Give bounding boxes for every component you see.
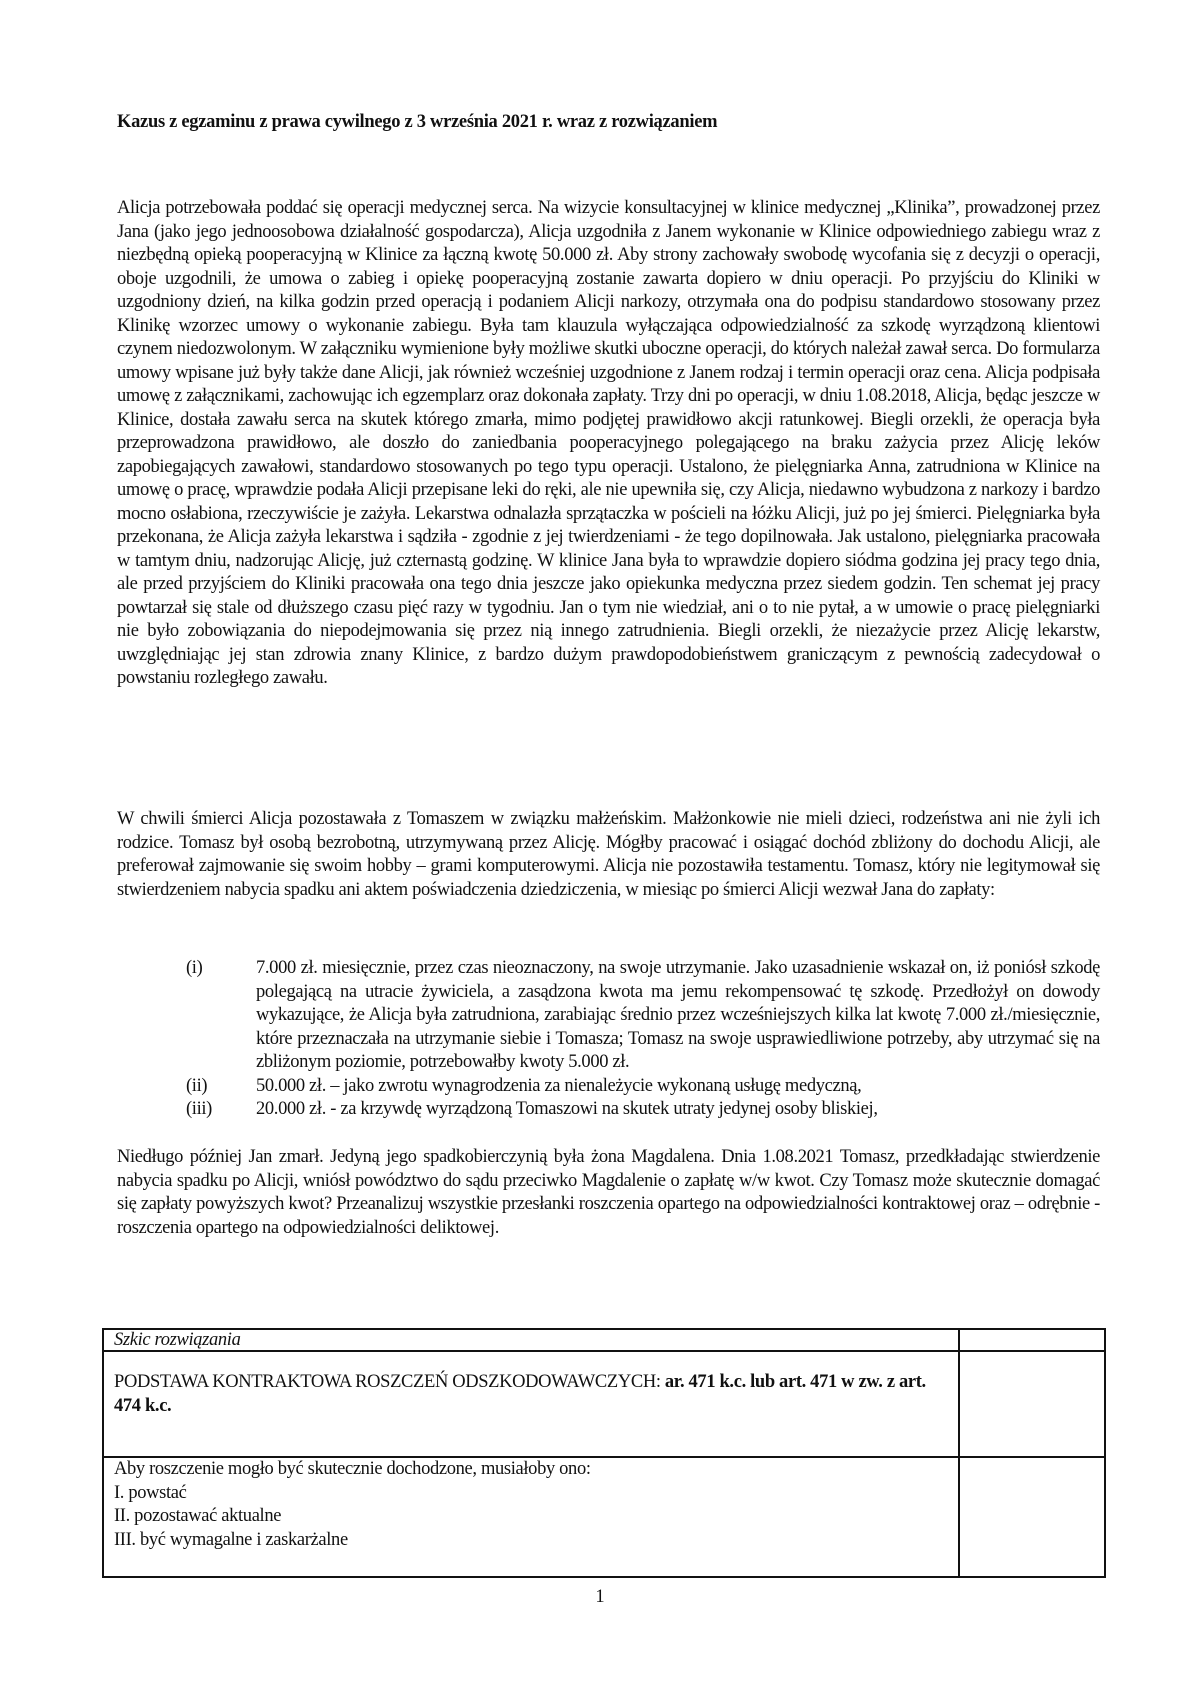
contract-basis-cell xyxy=(103,1351,959,1457)
condition-item: II. pozostawać aktualne xyxy=(114,1506,282,1526)
basis-label: PODSTAWA KONTRAKTOWA ROSZCZEŃ ODSZKODOWAWCZYCH: xyxy=(114,1372,665,1392)
claim-text: 50.000 zł. – jako zwrotu wynagrodzenia za nienależycie wykonaną usługę medyczną, xyxy=(256,1075,862,1096)
condition-item: I. powstać xyxy=(114,1482,187,1503)
table-empty-cell xyxy=(959,1457,1105,1577)
page-title: Kazus z egzaminu z prawa cywilnego z 3 września 2021 r. wraz z rozwiązaniem xyxy=(117,112,718,132)
claim-number: (iii) xyxy=(186,1099,212,1119)
claim-number: (ii) xyxy=(186,1075,208,1096)
case-paragraph-question: Niedługo później Jan zmarł. Jedyną jego spadkobierczynią była żona Magdalena. Dnia 1.08.2021 Tomasz, przedkładając stwierdzenie nabycia spadku po Alicji, wniósł powództwo do sądu przeciwko Magdalenie o zapłatę w/w kwot. Czy Tomasz może skutecznie domagać się zapłaty powyższych kwot? Przeanalizuj wszystkie przesłanki roszczenia opartego na odpowiedzialności kontraktowej oraz – odrębnie - roszczenia opartego na odpowiedzialności deliktowej. xyxy=(117,1147,1100,1238)
table-row xyxy=(103,1351,1105,1457)
claim-text: 7.000 zł. miesięcznie, przez czas nieoznaczony, na swoje utrzymanie. Jako uzasadnienie wskazał on, iż poniósł szkodę polegającą na utracie żywiciela, a zasądzona kwota ma jemu rekompensować tę szkodę. Przedłożył on dowody wykazujące, że Alicja była zatrudniona, zarabiając średnio przez wcześniejszych kilka lat kwotę 7.000 zł./miesięcznie, które przeznaczała na utrzymanie siebie i Tomasza; Tomasz na swoje usprawiedliwione potrzeby, aby utrzymać się na zbliżonym poziomie, potrzebowałby kwoty 5.000 zł. xyxy=(256,958,1100,1072)
conditions-cell xyxy=(103,1457,959,1577)
table-empty-cell xyxy=(959,1329,1105,1351)
list-item xyxy=(186,1075,1100,1099)
case-paragraph-facts: Alicja potrzebowała poddać się operacji medycznej serca. Na wizycie konsultacyjnej w klinice medycznej „Klinika”, prowadzonej przez Jana (jako jego jednoosobowa działalność gospodarcza), Alicja uzgodniła z Janem wykonanie w Klinice odpowiedniego zabiegu wraz z niezbędną opieką pooperacyjną w Klinice za łączną kwotę 50.000 zł. Aby strony zachowały swobodę wycofania się z decyzji o operacji, oboje uzgodnili, że umowa o zabieg i opiekę pooperacyjną zostanie zawarta dopiero w dniu operacji. Po przyjściu do Kliniki w uzgodniony dzień, na kilka godzin przed operacją i podaniem Alicji narkozy, otrzymała ona do podpisu standardowo stosowany przez Klinikę wzorzec umowy o wykonanie zabiegu. Była tam klauzula wyłączająca odpowiedzialność za szkodę wyrządzoną klientowi czynem niedozwolonym. W załączniku wymienione były możliwe skutki uboczne operacji, do których należał zawał serca. Do formularza umowy wpisane już były także dane Alicji, jak również wcześniej uzgodnione z Janem rodzaj i termin operacji oraz cena. Alicja podpisała umowę z załącznikami, zachowując ich egzemplarz oraz dokonała zapłaty. Trzy dni po operacji, w dniu 1.08.2018, Alicja, będąc jeszcze w Klinice, dostała zawału serca na skutek którego zmarła, mimo podjętej prawidłowo akcji ratunkowej. Biegli orzekli, że operacja była przeprowadzona prawidłowo, ale doszło do zaniedbania pooperacyjnego polegającego na braku zażycia przez Alicję leków zapobiegających zawałowi, standardowo stosowanych po tego typu operacji. Ustalono, że pielęgniarka Anna, zatrudniona w Klinice na umowę o pracę, wprawdzie podała Alicji przepisane leki do ręki, ale nie upewniła się, czy Alicja, niedawno wybudzona z narkozy i bardzo mocno osłabiona, rzeczywiście je zażyła. Lekarstwa odnalazła sprzątaczka w pościeli na łóżku Alicji, już po jej śmierci. Pielęgniarka była przekonana, że Alicja zażyła lekarstwa i sądziła - zgodnie z jej twierdzeniami - że tego dopilnowała. Jak ustalono, pielęgniarka pracowała w tamtym dniu, nadzorując Alicję, już czternastą godzinę. W klinice Jana była to wprawdzie dopiero siódma godzina jej pracy tego dnia, ale przed przyjściem do Kliniki pracowała ona tego dnia jeszcze jako opiekunka medyczna przez siedem godzin. Ten schemat jej pracy powtarzał się stale od dłuższego czasu pięć razy w tygodniu. Jan o tym nie wiedział, ani o to nie pytał, a w umowie o pracę pielęgniarki nie było zobowiązania do niepodejmowania się przez nią innego zatrudnienia. Biegli orzekli, że niezażycie przez Alicję lekarstw, uwzględniając jej stan zdrowia znany Klinice, z bardzo dużym prawdopodobieństwem graniczącym z pewnością zadecydował o powstaniu rozległego zawału. xyxy=(117,198,1100,688)
list-item xyxy=(186,957,1100,1075)
case-paragraph-heirs: W chwili śmierci Alicja pozostawała z Tomaszem w związku małżeńskim. Małżonkowie nie mieli dzieci, rodzeństwa ani nie żyli ich rodzice. Tomasz był osobą bezrobotną, utrzymywaną przez Alicję. Mógłby pracować i osiągać dochód zbliżony do dochodu Alicji, ale preferował zajmowanie się swoim hobby – grami komputerowymi. Alicja nie pozostawiła testamentu. Tomasz, który nie legitymował się stwierdzeniem nabycia spadku ani aktem poświadczenia dziedziczenia, w miesiąc po śmierci Alicji wezwał Jana do zapłaty: xyxy=(117,809,1100,900)
claims-list xyxy=(186,957,1100,1122)
claim-text: 20.000 zł. - za krzywdę wyrządzoną Tomaszowi na skutek utraty jedynej osoby bliskiej, xyxy=(256,1099,878,1119)
table-row xyxy=(103,1329,1105,1351)
claim-number: (i) xyxy=(186,958,203,978)
solution-sketch-table xyxy=(102,1328,1106,1578)
condition-item: III. być wymagalne i zaskarżalne xyxy=(114,1529,348,1550)
table-empty-cell xyxy=(959,1351,1105,1457)
list-item xyxy=(186,1098,1100,1122)
conditions-intro: Aby roszczenie mogło być skutecznie dochodzone, musiałoby ono: xyxy=(114,1459,591,1479)
basis-articles: ar. 471 k.c. lub art. 471 w zw. z art. 474 k.c. xyxy=(114,1372,926,1416)
table-row xyxy=(103,1457,1105,1577)
table-header-cell: Szkic rozwiązania xyxy=(103,1329,959,1351)
page-number: 1 xyxy=(595,1587,605,1607)
